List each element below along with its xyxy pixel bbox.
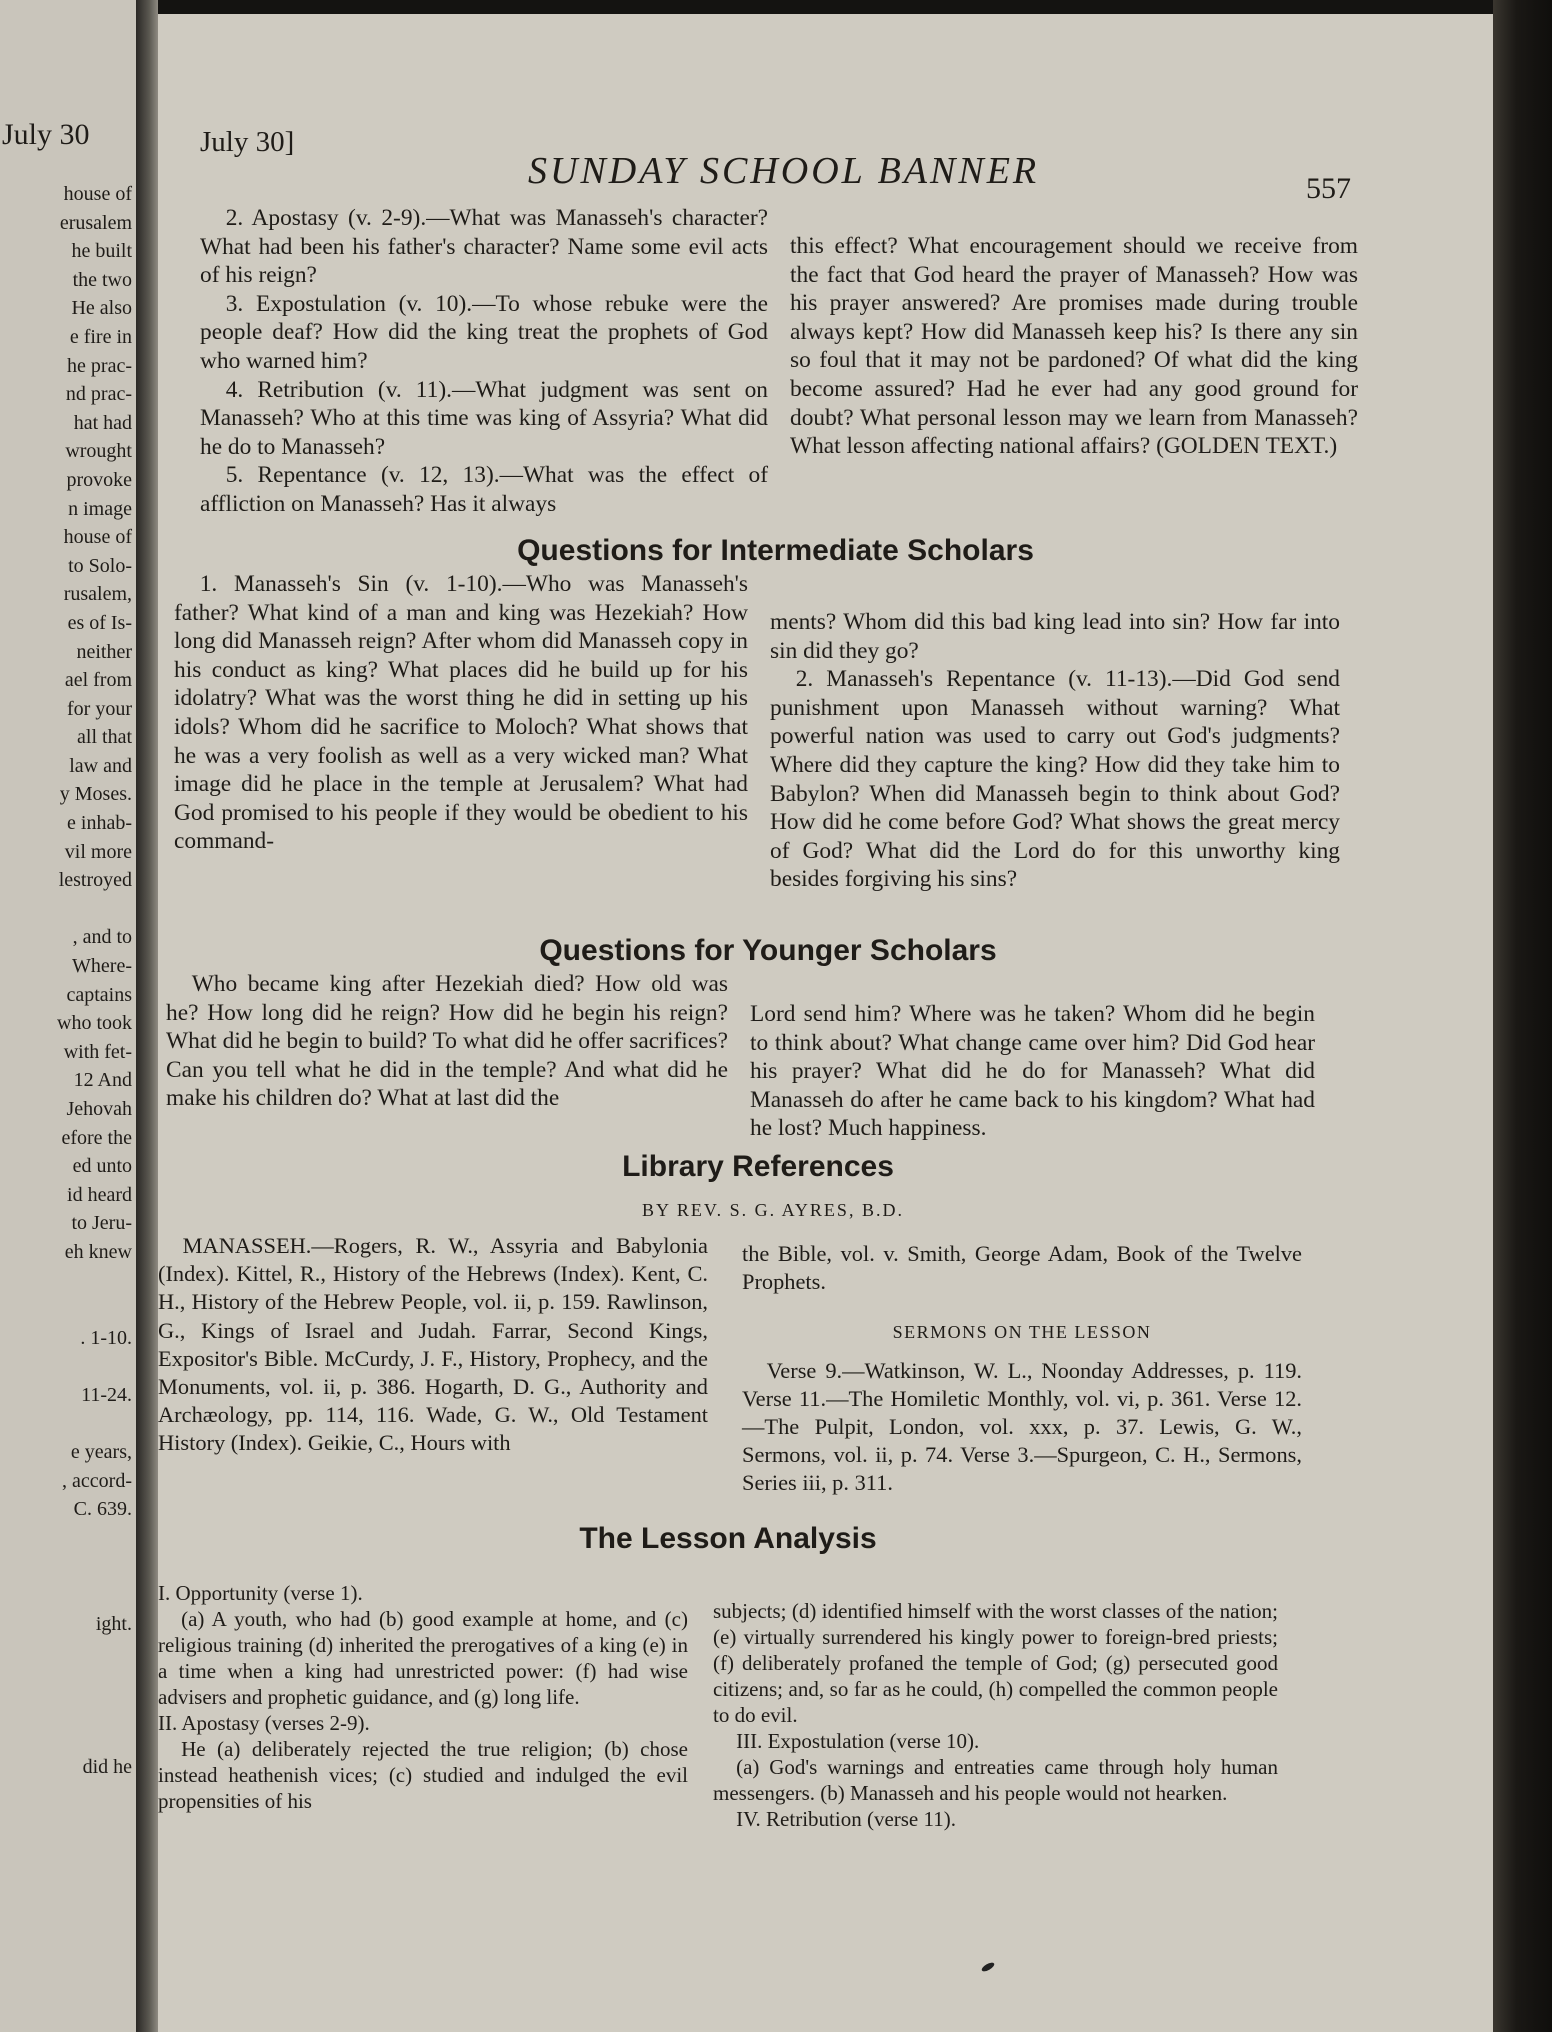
left-page-line: for your <box>67 697 132 720</box>
left-page-line: 11-24. <box>81 1383 132 1406</box>
left-page-line: id heard <box>67 1183 132 1206</box>
analysis-apostasy-text: He (a) deliberately rejected the true religion; (b) chose instead heathenish vices; (c) studied and indulged the evil propensities of his <box>158 1737 688 1813</box>
left-page-line: with fet- <box>63 1040 132 1063</box>
left-page-line: , accord- <box>62 1469 132 1492</box>
analysis-apostasy: II. Apostasy (verses 2-9). <box>158 1711 370 1735</box>
left-page-line: ael from <box>64 669 132 692</box>
intermediate-right-1: ments? Whom did this bad king lead into sin? How far into sin did they go? <box>770 609 1340 664</box>
left-page-line <box>0 1524 132 1553</box>
left-page-line: . 1-10. <box>80 1326 132 1349</box>
left-page-line: to Jeru- <box>71 1212 132 1235</box>
left-page-line: all that <box>77 726 132 749</box>
question-repentance: 5. Repentance (v. 12, 13).—What was the effect of affliction on Manasseh? Has it always <box>200 462 768 517</box>
right-page <box>158 14 1493 2032</box>
left-page-line: he prac- <box>67 354 132 377</box>
left-page-line: to Solo- <box>68 554 132 577</box>
left-page-line <box>0 1695 132 1724</box>
left-page-line: e inhab- <box>67 812 132 835</box>
left-page-line: efore the <box>61 1126 132 1149</box>
top-right-column <box>790 232 1358 461</box>
left-page-line: vil more <box>64 840 132 863</box>
left-page-line <box>0 895 132 924</box>
left-page <box>0 0 136 2032</box>
analysis-right-column <box>713 1598 1278 1832</box>
left-page-line: ed unto <box>72 1155 132 1178</box>
left-page-line: , and to <box>72 926 132 949</box>
left-page-line: who took <box>57 1012 132 1035</box>
library-left-column <box>158 1232 708 1458</box>
younger-left-column <box>166 970 728 1113</box>
page-number: 557 <box>1306 172 1351 205</box>
left-page-line: e fire in <box>69 325 132 348</box>
younger-right-column <box>750 1000 1315 1143</box>
analysis-heading: The Lesson Analysis <box>579 1522 877 1555</box>
left-page-line <box>0 1581 132 1610</box>
intermediate-repentance: 2. Manasseh's Repentance (v. 11-13).—Did God send punishment upon Manasseh without warning? What powerful nation was used to carry out God's judgments? Where did they capture the king? How did they take him to Babylon? When did Manasseh begin to think about God? How did he come before God? What shows the great mercy of God? What did the Lord do for this unworthy king besides forgiving his sins? <box>770 666 1340 893</box>
left-page-line <box>0 1267 132 1296</box>
left-page-line: lestroyed <box>58 869 132 892</box>
left-page-line: house of <box>63 526 132 549</box>
left-page-line: eh knew <box>64 1240 132 1263</box>
left-page-line: house of <box>63 183 132 205</box>
left-page-line: rusalem, <box>63 583 132 606</box>
top-left-column <box>200 204 768 519</box>
sermons-heading: SERMONS ON THE LESSON <box>892 1322 1152 1343</box>
left-page-line: nd prac- <box>65 383 132 406</box>
left-page-line: did he <box>82 1755 132 1778</box>
ink-mark <box>980 1961 995 1973</box>
left-page-line: Where- <box>72 955 132 978</box>
left-page-line: Jehovah <box>66 1098 132 1120</box>
left-page-line: the two <box>72 268 132 291</box>
analysis-expostulation: III. Expostulation (verse 10). <box>736 1729 980 1753</box>
left-page-line: erusalem <box>59 211 132 234</box>
intermediate-left-column <box>174 570 748 856</box>
library-heading: Library References <box>622 1150 894 1183</box>
analysis-opportunity: I. Opportunity (verse 1). <box>158 1581 363 1605</box>
analysis-retribution: IV. Retribution (verse 11). <box>736 1807 956 1831</box>
left-page-line <box>0 1352 132 1381</box>
left-page-line: He also <box>71 297 132 320</box>
library-byline: BY REV. S. G. AYRES, B.D. <box>642 1200 904 1220</box>
left-page-lines <box>0 180 132 1781</box>
younger-left-text: Who became king after Hezekiah died? How old was he? How long did he reign? How did he begin his reign? What did he begin to build? To what did he offer sacrifices? Can you tell what he did in the temple? And what did he make his children do? What at last did the <box>166 971 728 1112</box>
left-page-line: n image <box>68 497 132 520</box>
left-page-line: ight. <box>95 1612 132 1635</box>
library-right-column <box>742 1240 1302 1498</box>
left-page-line: es of Is- <box>67 611 132 634</box>
left-page-header: July 30 <box>2 118 90 151</box>
younger-right-text: Lord send him? Where was he taken? Whom did he begin to think about? What change came over him? Did God hear his prayer? What did he do for Manasseh? What did Manasseh do after he came back to his kingdom? What had he lost? Much happiness. <box>750 1001 1315 1142</box>
library-right-1: the Bible, vol. v. Smith, George Adam, Book of the Twelve Prophets. <box>742 1241 1302 1295</box>
younger-heading: Questions for Younger Scholars <box>539 934 997 967</box>
left-page-line: provoke <box>66 468 132 491</box>
left-page-line <box>0 1553 132 1582</box>
left-page-line <box>0 1410 132 1439</box>
question-retribution: 4. Retribution (v. 11).—What judgment was sent on Manasseh? Who at this time was king of Assyria? What did he do to Manasseh? <box>200 376 768 460</box>
left-page-line: he built <box>71 240 132 263</box>
left-page-line <box>0 1295 132 1324</box>
left-page-line <box>0 1724 132 1753</box>
analysis-left-column <box>158 1580 688 1814</box>
analysis-right-text: subjects; (d) identified himself with the worst classes of the nation; (e) virtually surrendered his kingly power to foreign-bred priests; (f) deliberately profaned the temple of God; (g) persecuted good citizens; and, so far as he could, (h) compelled the common people to do evil. <box>713 1599 1278 1727</box>
left-page-line: 12 And <box>73 1069 132 1092</box>
question-expostulation: 3. Expostulation (v. 10).—To whose rebuke were the people deaf? How did the king treat the prophets of God who warned him? <box>200 290 768 374</box>
analysis-opportunity-text: (a) A youth, who had (b) good example at home, and (c) religious training (d) inherited the prerogatives of a king (e) in a time when a king had unrestricted power: (f) had wise advisers and prophetic guidance, and (g) long life. <box>158 1607 688 1709</box>
sermons-text: Verse 9.—Watkinson, W. L., Noonday Addresses, p. 119. Verse 11.—The Homiletic Monthly, vol. vi, p. 361. Verse 12.—The Pulpit, London, vol. xxx, p. 37. Lewis, G. W., Sermons, vol. ii, p. 74. Verse 3.—Spurgeon, C. H., Sermons, Series iii, p. 311. <box>742 1357 1302 1496</box>
analysis-expostulation-text: (a) God's warnings and entreaties came through holy human messengers. (b) Manasseh and his people would not hearken. <box>713 1755 1278 1805</box>
left-page-line: law and <box>69 754 132 777</box>
intermediate-sin: 1. Manasseh's Sin (v. 1-10).—Who was Manasseh's father? What kind of a man and king was Hezekiah? How long did Manasseh reign? After whom did Manasseh copy in his conduct as king? What places did he build up for his idolatry? What was the worst thing he did in setting up his idols? Whom did he sacrifice to Moloch? What shows that he was a very foolish as well as a very wicked man? What image did he place in the temple at Jerusalem? What had God promised to his people if they would be obedient to his command- <box>174 571 748 855</box>
left-page-line: wrought <box>65 440 132 463</box>
left-page-line: neither <box>76 640 132 663</box>
library-manasseh: MANASSEH.—Rogers, R. W., Assyria and Babylonia (Index). Kittel, R., History of the Hebrews (Index). Kent, C. H., History of the Hebrew People, vol. ii, p. 159. Rawlinson, G., Kings of Israel and Judah. Farrar, Second Kings, Expositor's Bible. McCurdy, J. F., History, Prophecy, and the Monuments, vol. ii, p. 386. Hogarth, D. G., Authority and Archæology, pp. 114, 116. Wade, G. W., Old Testament History (Index). Geikie, C., Hours with <box>158 1233 708 1456</box>
left-page-line: captains <box>66 983 132 1006</box>
page-title: SUNDAY SCHOOL BANNER <box>528 150 1040 192</box>
left-page-line <box>0 1638 132 1667</box>
intermediate-right-column <box>770 608 1340 894</box>
left-page-line: hat had <box>73 411 132 434</box>
question-apostasy: 2. Apostasy (v. 2-9).—What was Manasseh's character? What had been his father's character? Name some evil acts of his reign? <box>200 205 768 289</box>
book-spine <box>136 0 158 2032</box>
top-right-text: this effect? What encouragement should we receive from the fact that God heard the prayer of Manasseh? How was his prayer answered? Are promises made during trouble always kept? How did Manasseh keep his? Is there any sin so foul that it may not be pardoned? Of what did the king become assured? Had he ever had any good ground for doubt? What personal lesson may we learn from Manasseh? What lesson affecting national affairs? (GOLDEN TEXT.) <box>790 233 1358 460</box>
left-page-line: y Moses. <box>59 783 132 806</box>
running-date: July 30] <box>200 126 295 158</box>
intermediate-heading: Questions for Intermediate Scholars <box>517 534 1034 567</box>
left-page-line: e years, <box>70 1441 132 1464</box>
page-edge <box>1493 0 1552 2032</box>
left-page-line: C. 639. <box>73 1498 132 1521</box>
left-page-line <box>0 1667 132 1696</box>
